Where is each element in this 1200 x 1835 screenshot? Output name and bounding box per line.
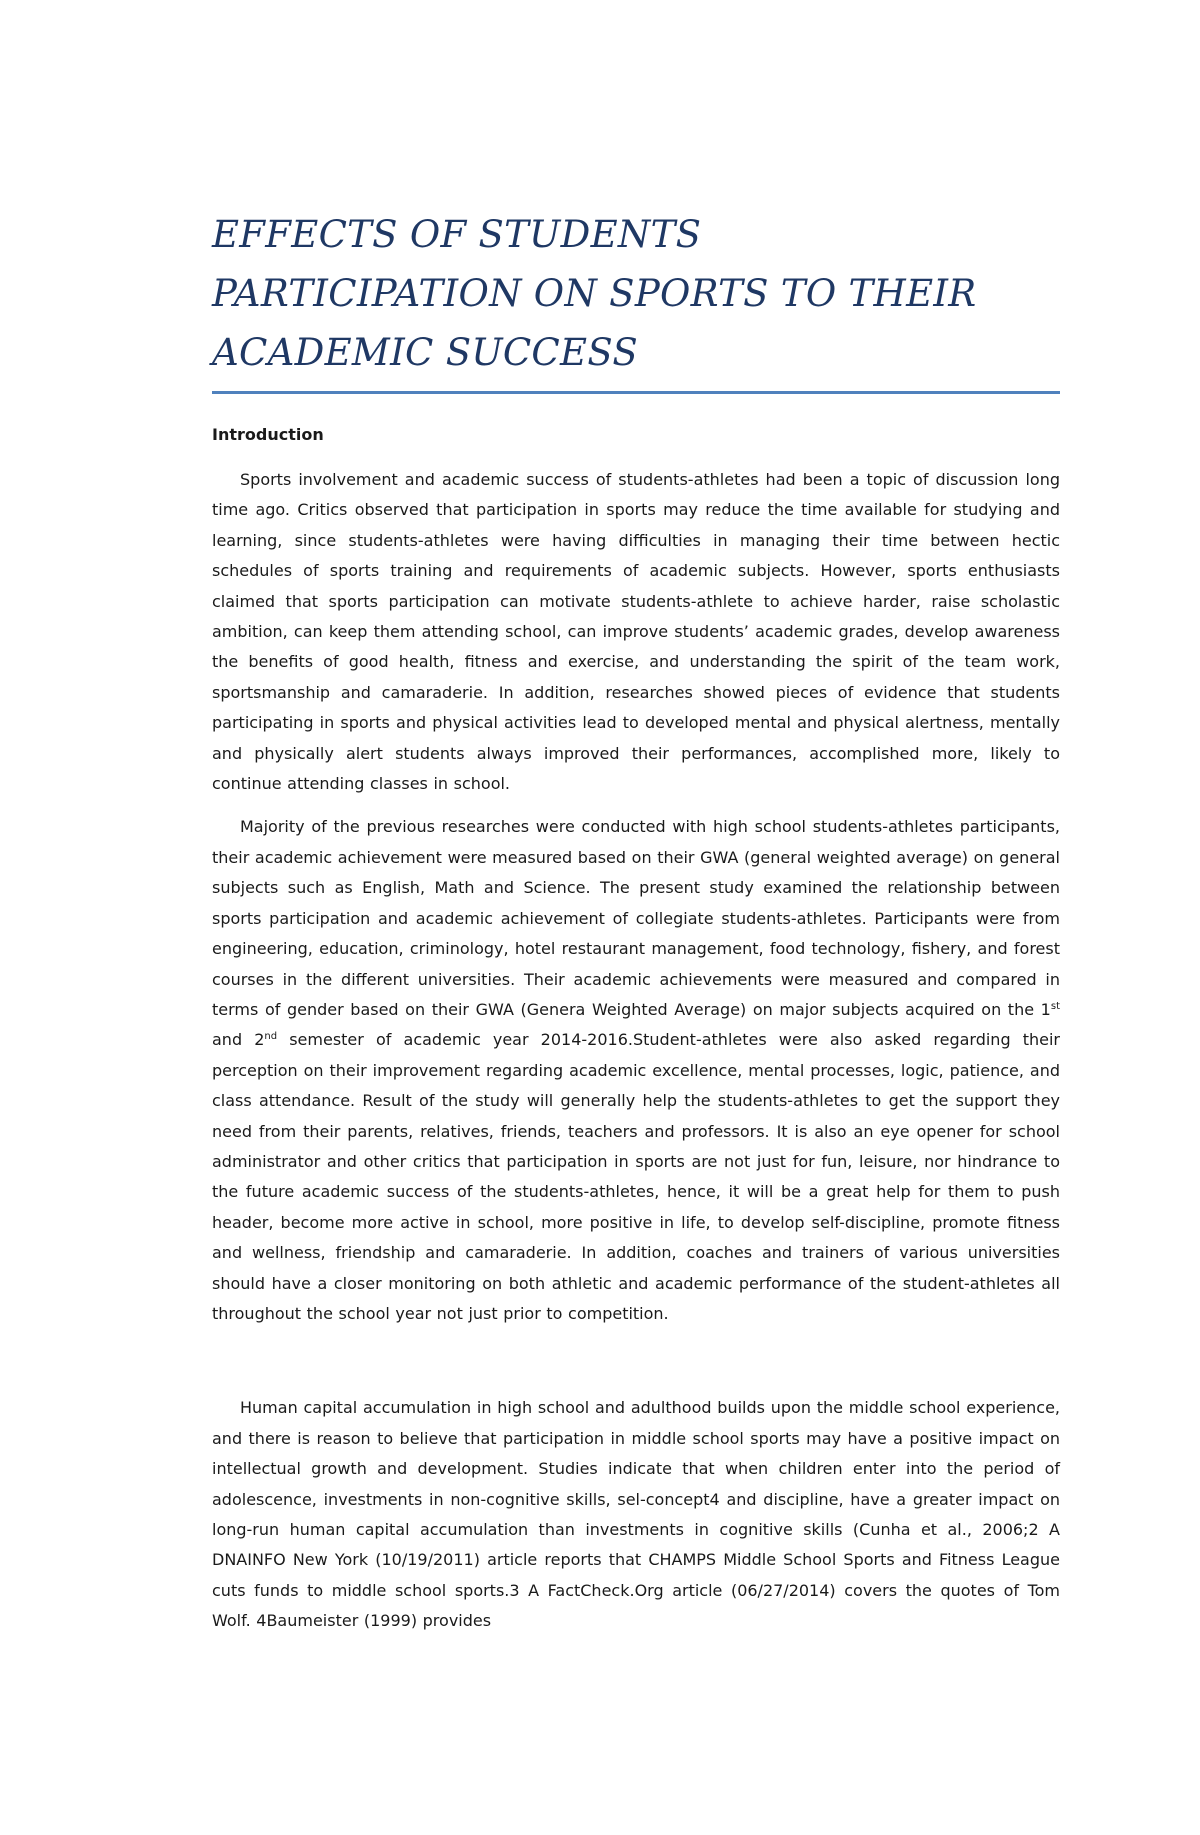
document-title — [212, 205, 1060, 382]
document-page — [212, 205, 1060, 1637]
paragraph-3: Human capital accumulation in high school and adulthood builds upon the middle school experience, and there is reason to believe that participation in middle school sports may have a positive impact on intellectual growth and development. Studies indicate that when children enter into the period of adolescence, investments in non-cognitive skills, sel-concept4 and discipline, have a greater impact on long-run human capital accumulation than investments in cognitive skills (Cunha et al., 2006;2 A DNAINFO New York (10/19/2011) article reports that CHAMPS Middle School Sports and Fitness League cuts funds to middle school sports.3 A FactCheck.Org article (06/27/2014) covers the quotes of Tom Wolf. 4Baumeister (1999) provides — [212, 1398, 1060, 1631]
title-line-1: EFFECTS OF STUDENTS — [212, 213, 702, 256]
paragraph-2-text-b: and 2 — [212, 1030, 265, 1050]
title-line-3: ACADEMIC SUCCESS — [212, 331, 638, 374]
paragraph-1: Sports involvement and academic success of students-athletes had been a topic of discussion long time ago. Critics observed that participation in sports may reduce the time available for studying and learning, since students-athletes were having difficulties in managing their time between hectic schedules of sports training and requirements of academic subjects. However, sports enthusiasts claimed that sports participation can motivate students-athlete to achieve harder, raise scholastic ambition, can keep them attending school, can improve students’ academic grades, develop awareness the benefits of good health, fitness and exercise, and understanding the spirit of the team work, sportsmanship and camaraderie. In addition, researches showed pieces of evidence that students participating in sports and physical activities lead to developed mental and physical alertness, mentally and physically alert students always improved their performances, accomplished more, likely to continue attending classes in school. — [212, 470, 1060, 794]
paragraph-2-text-c: semester of academic year 2014-2016.Student-athletes were also asked regarding their perception on their improvement regarding academic excellence, mental processes, logic, patience, and class attendance. Result of the study will generally help the students-athletes to get the support they need from their parents, relatives, friends, teachers and professors. It is also an eye opener for school administrator and other critics that participation in sports are not just for fun, leisure, nor hindrance to the future academic success of the students-athletes, hence, it will be a great help for them to push header, become more active in school, more positive in life, to develop self-discipline, promote fitness and wellness, friendship and camaraderie. In addition, coaches and trainers of various universities should have a closer monitoring on both athletic and academic performance of the student-athletes all throughout the school year not just prior to competition. — [212, 1030, 1060, 1323]
title-underline-rule — [212, 391, 1060, 394]
section-heading-introduction: Introduction — [212, 425, 324, 444]
superscript-st: st — [1050, 1000, 1060, 1012]
title-line-2: PARTICIPATION ON SPORTS TO THEIR — [212, 272, 977, 315]
superscript-nd: nd — [264, 1031, 278, 1043]
paragraph-2-text-a: Majority of the previous researches were conducted with high school students-athletes participants, their academic achievement were measured based on their GWA (general weighted average) on general subjects such as English, Math and Science. The present study examined the relationship between sports participation and academic achievement of collegiate students-athletes. Participants were from engineering, education, criminology, hotel restaurant management, food technology, fishery, and forest courses in the different universities. Their academic achievements were measured and compared in terms of gender based on their GWA (Genera Weighted Average) on major subjects acquired on the 1 — [212, 817, 1060, 1019]
paragraph-2 — [212, 812, 1060, 1329]
